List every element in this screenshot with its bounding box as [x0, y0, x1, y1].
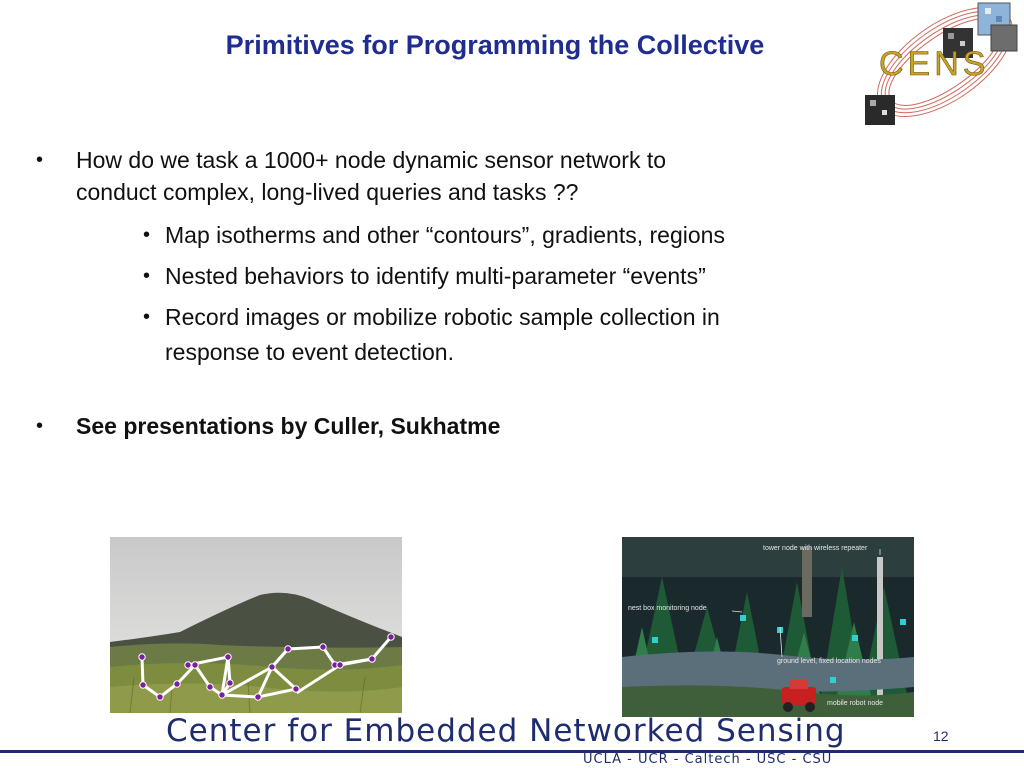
footer-institutions: UCLA - UCR - Caltech - USC - CSU: [583, 752, 833, 767]
bullet-1-line-1: How do we task a 1000+ node dynamic sensor network to: [76, 147, 667, 173]
bullet-marker: •: [36, 415, 44, 437]
footer-divider: [0, 750, 1024, 753]
page-number: 12: [933, 728, 949, 744]
footer-title: Center for Embedded Networked Sensing: [166, 713, 846, 749]
cens-logo-text: CENS: [879, 45, 990, 83]
caption-tower-node: tower node with wireless repeater: [763, 545, 868, 552]
bullet-marker: •: [36, 149, 44, 171]
sub-bullet-marker: •: [143, 265, 151, 287]
forest-sensor-photo: [622, 537, 914, 717]
bullet-1-line-2: conduct complex, long-lived queries and tasks ??: [76, 179, 579, 205]
sub-bullet-2: Nested behaviors to identify multi-parameter “events”: [165, 263, 706, 289]
caption-mobile-robot: mobile robot node: [827, 700, 884, 707]
sub-bullet-marker: •: [143, 306, 151, 328]
slide-title: Primitives for Programming the Collective: [225, 30, 765, 60]
bullet-2: See presentations by Culler, Sukhatme: [76, 413, 501, 439]
mountain-network-photo: [110, 537, 402, 713]
sub-bullet-marker: •: [143, 224, 151, 246]
sub-bullet-3-line-1: Record images or mobilize robotic sample collection in: [165, 304, 720, 330]
sub-bullet-1: Map isotherms and other “contours”, gradients, regions: [165, 222, 725, 248]
sub-bullet-3-line-2: response to event detection.: [165, 339, 454, 365]
caption-ground-level: ground level, fixed location nodes: [777, 658, 881, 665]
caption-nest-box: nest box monitoring node: [628, 605, 707, 612]
